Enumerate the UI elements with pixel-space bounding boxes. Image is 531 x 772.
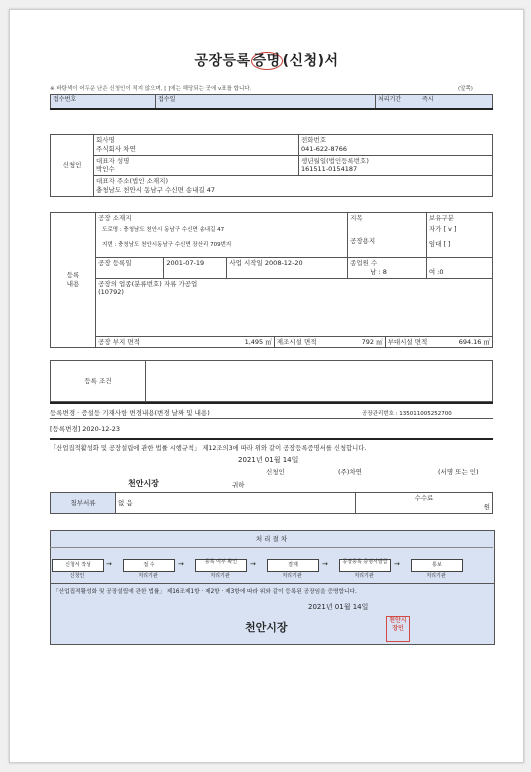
site-area: 1,495 ㎡ <box>244 337 272 346</box>
period-label: 처리기간 <box>376 95 421 109</box>
mgmt-number: 공장관리번호 : 135011005252700 <box>362 411 452 417</box>
fee-unit: 원 <box>483 502 490 511</box>
proc-step-4: 결재 <box>267 559 319 572</box>
proc-actor-2: 처리기관 <box>138 573 158 579</box>
industry-label: 공장의 업종(분류번호) 자류 가공업 <box>98 279 198 288</box>
applicant-sign-tail: (서명 또는 인) <box>438 468 479 476</box>
period-value: 즉시 <box>420 95 493 109</box>
proc-step-5: 공장등록 증명서발급 <box>339 559 391 572</box>
recipient-suffix: 귀하 <box>232 481 245 489</box>
fee-label: 수수료 <box>414 494 434 502</box>
procedure-title: 처 리 절 차 <box>255 535 288 543</box>
circled-word: 증명 <box>252 53 281 69</box>
fee-table <box>50 492 493 514</box>
certify-date: 2021년 01월 14일 <box>308 603 369 611</box>
company-name: 주식회사 차연 <box>96 144 136 153</box>
proc-step-3: 등록 여부 확인 <box>195 559 247 572</box>
rep-name: 박인수 <box>96 165 115 174</box>
registration-table: 등록 내용 공장 소재지 도로명 : 충청남도 천안시 동남구 수신면 송내길 47 지번 : 충청남도 천안시동남구 수신면 장산리 709번지 지목 공장용지 보유구분 자가 [ v ] 임대 [ ] 공장 등록일 2001-07-19 사업 시작일 2008-12-20 종업원 수 남 : 8 여 :0 공장의 업종(분류번호) 자류 가공업 (10792) 공장 부지 면적 1,495 ㎡ 제조시설 면적 792 ㎡ 부대시설 면적 694.16 ㎡ <box>50 212 493 348</box>
proc-actor-4: 처리기관 <box>282 573 302 579</box>
mfg-area: 792 ㎡ <box>361 337 383 346</box>
applicant-sign-label: 신청인 <box>266 468 285 476</box>
arrow-icon: → <box>250 560 256 568</box>
own-rent: 임대 [ ] <box>428 239 451 248</box>
arrow-icon: → <box>106 560 112 568</box>
applicant-sign-name: (주)차연 <box>338 468 362 476</box>
conditions-label: 등록 조건 <box>51 361 146 402</box>
zone: 공장용지 <box>350 236 376 245</box>
emp-female: 여 :0 <box>426 258 492 279</box>
proc-step-1: 신청서 작성 <box>52 559 104 572</box>
own-self: 자가 [ v ] <box>428 224 457 233</box>
arrow-icon: → <box>394 560 400 568</box>
birth-no: 161511-0154187 <box>301 165 358 174</box>
document-title: 공장등록 증명 (신청)서 <box>194 53 339 69</box>
emp-male: 남 : 8 <box>370 267 387 276</box>
proc-actor-1: 신청인 <box>69 573 85 579</box>
instruction-note: ※ 바탕색이 어두운 난은 신청인이 적지 않으며, [ ]에는 해당되는 곳에 v표를 합니다. <box>50 86 252 92</box>
document-page <box>9 9 524 763</box>
change-entry: [등록변경] 2020-12-23 <box>50 425 121 433</box>
official-seal: 천안시 장인 <box>386 616 410 642</box>
road-address: 도로명 : 충청남도 천안시 동남구 수신면 송내길 47 <box>102 226 225 233</box>
change-label: 등록변경 · 증설등 기재사항 변경내용(변경 날짜 및 내용) <box>50 409 210 417</box>
start-date: 2008-12-20 <box>264 259 303 267</box>
law-text: 「산업집적활성화 및 공장설립에 관한 법률 시행규칙」 제12조의3에 따라 위와 같이 공장등록증명서를 신청합니다. <box>50 445 367 452</box>
reg-date: 2001-07-19 <box>164 258 227 279</box>
registration-section-label: 등록 내용 <box>51 213 96 348</box>
proc-actor-6: 처리기관 <box>426 573 446 579</box>
page-side-label: (앞쪽) <box>458 86 473 92</box>
rep-address: 충청남도 천안시 동남구 수신면 송내길 47 <box>96 185 216 194</box>
docs-label: 첨부서류 <box>51 493 116 514</box>
receipt-date-label: 접수일 <box>156 95 376 109</box>
certify-text: 「산업집적활성화 및 공장설립에 관한 법률」 제16조제1항 · 제2항 · 제3항에 따라 위와 같이 등록된 공장임을 증명합니다. <box>53 589 357 595</box>
arrow-icon: → <box>178 560 184 568</box>
applicant-section-label: 신청인 <box>51 135 94 197</box>
recipient: 천안시장 <box>128 479 159 488</box>
receipt-header-table <box>50 94 493 109</box>
conditions-table <box>50 360 493 402</box>
apply-date: 2021년 01월 14일 <box>238 456 299 464</box>
proc-step-2: 접 수 <box>123 559 175 572</box>
proc-actor-5: 처리기관 <box>354 573 374 579</box>
receipt-no-label: 접수번호 <box>51 95 156 109</box>
industry-code: (10792) <box>98 288 124 297</box>
arrow-icon: → <box>322 560 328 568</box>
proc-actor-3: 처리기관 <box>210 573 230 579</box>
lot-address: 지번 : 충청남도 천안시동남구 수신면 장산리 709번지 <box>102 242 232 249</box>
issuer: 천안시장 <box>245 621 288 634</box>
aux-area: 694.16 ㎡ <box>458 337 490 346</box>
phone: 041-622-8766 <box>301 144 348 153</box>
docs-value: 없 음 <box>116 493 356 514</box>
proc-step-6: 통보 <box>411 559 463 572</box>
applicant-table: 신청인 회사명 주식회사 차연 전화번호 041-622-8766 대표자 성명 박인수 생년월일(법인등록번호) 161511-0154187 대표자 주소(법인 소재지) 충청남도 천안시 동남구 수신면 송내길 47 <box>50 134 493 197</box>
